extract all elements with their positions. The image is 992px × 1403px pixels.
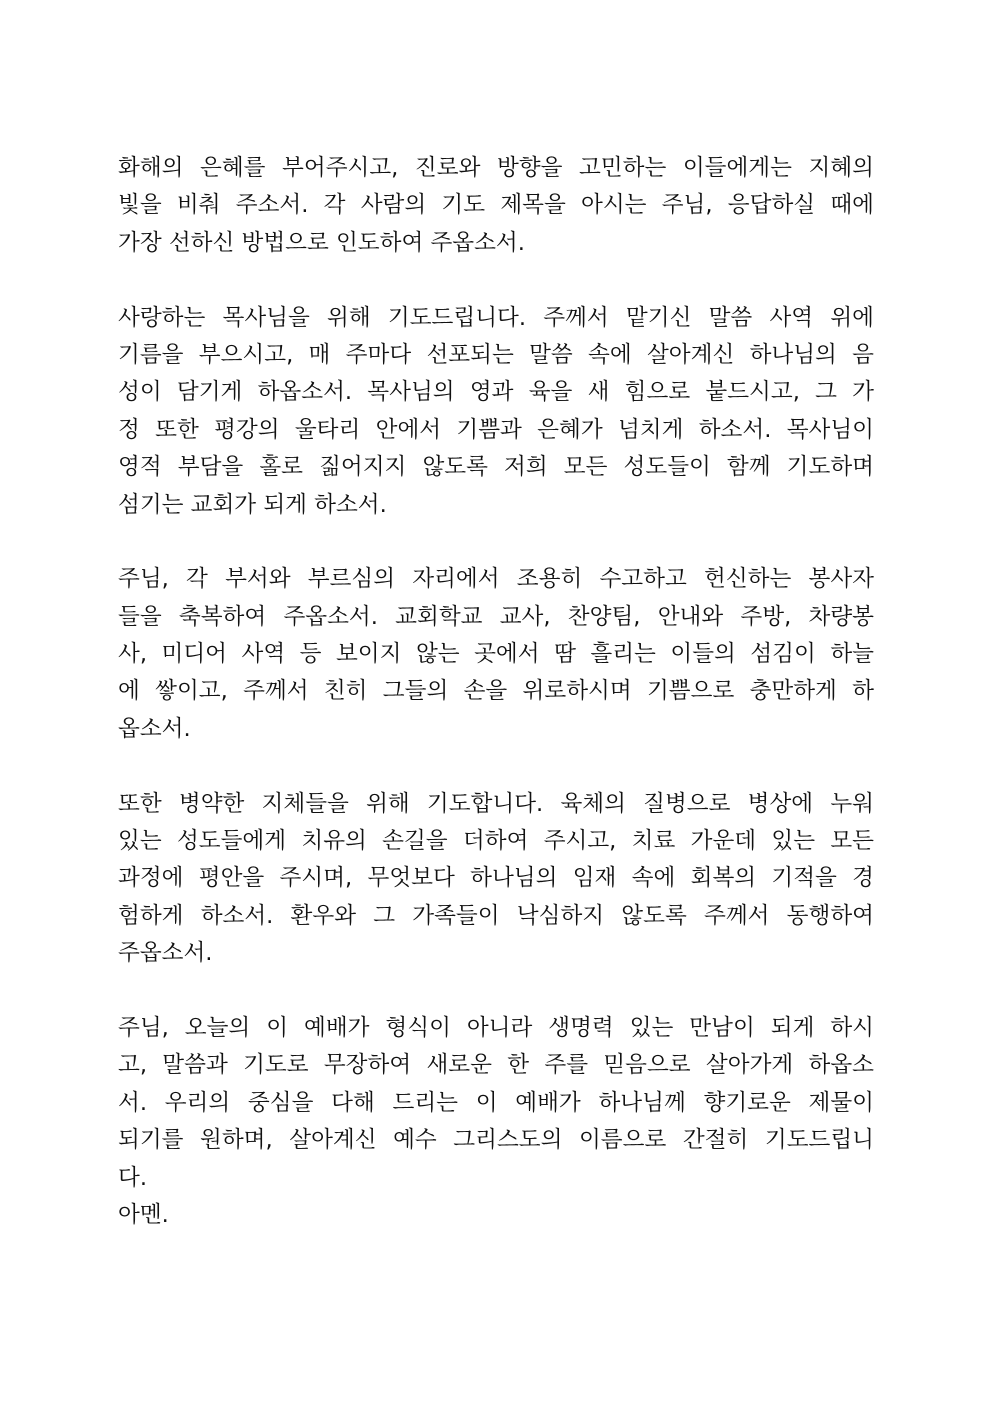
- text-line: 에 쌓이고, 주께서 친히 그들의 손을 위로하시며 기쁨으로 충만하게 하: [118, 678, 874, 705]
- text-line: 사, 미디어 사역 등 보이지 않는 곳에서 땀 흘리는 이들의 섬김이 하늘: [118, 641, 874, 668]
- text-line: 다.: [118, 1164, 148, 1191]
- closing-amen: 아멘.: [118, 1201, 169, 1228]
- text-line: 빛을 비춰 주소서. 각 사람의 기도 제목을 아시는 주님, 응답하실 때에: [118, 192, 874, 219]
- text-line: 주님, 오늘의 이 예배가 형식이 아니라 생명력 있는 만남이 되게 하시: [118, 1014, 874, 1041]
- paragraph: [118, 300, 874, 524]
- text-line: 정 또한 평강의 울타리 안에서 기쁨과 은혜가 넘치게 하소서. 목사님이: [118, 416, 874, 443]
- text-line: 되기를 원하며, 살아계신 예수 그리스도의 이름으로 간절히 기도드립니: [118, 1127, 874, 1154]
- paragraph-spacer: [118, 524, 874, 561]
- paragraph: [118, 150, 874, 262]
- paragraph-spacer: [118, 262, 874, 299]
- text-line: 들을 축복하여 주옵소서. 교회학교 교사, 찬양팀, 안내와 주방, 차량봉: [118, 603, 874, 630]
- paragraph: [118, 561, 874, 748]
- text-line: 있는 성도들에게 치유의 손길을 더하여 주시고, 치료 가운데 있는 모든: [118, 828, 874, 855]
- text-line: 옵소서.: [118, 715, 191, 742]
- paragraph: [118, 1010, 874, 1234]
- text-line: 서. 우리의 중심을 다해 드리는 이 예배가 하나님께 향기로운 제물이: [118, 1089, 874, 1116]
- text-line: 성이 담기게 하옵소서. 목사님의 영과 육을 새 힘으로 붙드시고, 그 가: [118, 379, 874, 406]
- text-line: 주옵소서.: [118, 940, 213, 967]
- text-line: 주님, 각 부서와 부르심의 자리에서 조용히 수고하고 헌신하는 봉사자: [118, 566, 874, 593]
- text-line: 험하게 하소서. 환우와 그 가족들이 낙심하지 않도록 주께서 동행하여: [118, 902, 874, 929]
- text-line: 사랑하는 목사님을 위해 기도드립니다. 주께서 맡기신 말씀 사역 위에: [118, 304, 874, 331]
- text-line: 과정에 평안을 주시며, 무엇보다 하나님의 임재 속에 회복의 기적을 경: [118, 865, 874, 892]
- text-line: 고, 말씀과 기도로 무장하여 새로운 한 주를 믿음으로 살아가게 하옵소: [118, 1052, 874, 1079]
- text-line: 화해의 은혜를 부어주시고, 진로와 방향을 고민하는 이들에게는 지혜의: [118, 155, 874, 181]
- text-line: 영적 부담을 홀로 짊어지지 않도록 저희 모든 성도들이 함께 기도하며: [118, 454, 874, 481]
- text-line: 섬기는 교회가 되게 하소서.: [118, 491, 387, 518]
- paragraph: [118, 786, 874, 973]
- prayer-text: [118, 150, 874, 1234]
- paragraph-spacer: [118, 748, 874, 785]
- text-line: 가장 선하신 방법으로 인도하여 주옵소서.: [118, 229, 525, 256]
- text-line: 또한 병약한 지체들을 위해 기도합니다. 육체의 질병으로 병상에 누워: [118, 790, 874, 817]
- text-line: 기름을 부으시고, 매 주마다 선포되는 말씀 속에 살아계신 하나님의 음: [118, 341, 874, 368]
- paragraph-spacer: [118, 973, 874, 1010]
